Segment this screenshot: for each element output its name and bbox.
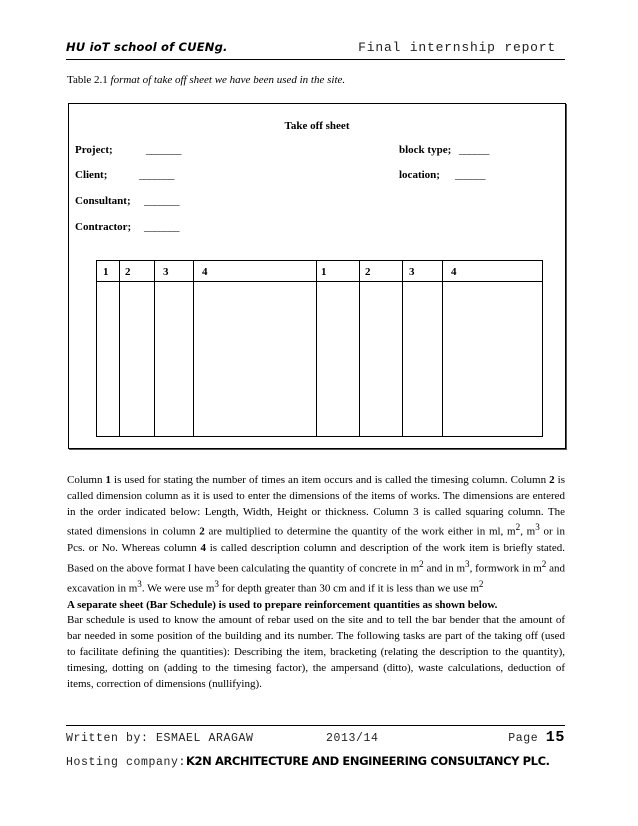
take-off-sheet-title: Take off sheet	[284, 120, 350, 132]
column-description-paragraph: Column 1 is used for stating the number of times an item occurs and is called the timesing column. Column 2 is called dimension column as it is used to enter the dimensions of the items of works. The dimensions are entered in the order indicated below: Length, Width, Height or thickness. Column 3 is called squaring column. The stated dimensions in column 2 are multiplied to determine the quantity of the work either in ml, $m^2$, $m^3$ or in Pcs. or No. Whereas column 4 is called description column and description of the work item is briefly stated. Based on the above format I have been calculating the quantity of concrete in $m^2$ and in $m^3$, formwork in $m^2$ and excavation in $m^3$. We were use $m^3$ for depth greater than 30 cm and if it is less than we use $m^2$	[67, 474, 566, 595]
grid-column-divider	[402, 261, 403, 436]
bar-schedule-heading: A separate sheet (Bar Schedule) is used to prepare reinforcement quantities as shown below.	[67, 598, 498, 611]
client-value: _______	[139, 169, 174, 181]
grid-column-number: 2	[125, 266, 131, 278]
header-report-title: Final internship report	[358, 40, 556, 55]
footer-line-1	[66, 729, 565, 746]
grid-column-number: 3	[409, 266, 415, 278]
header-rule	[66, 59, 565, 60]
grid-column-number: 4	[202, 266, 208, 278]
grid-column-number: 3	[163, 266, 169, 278]
block-type-label: block type;	[399, 144, 452, 156]
grid-column-divider	[316, 261, 317, 436]
client-label: Client;	[75, 169, 108, 181]
caption-label: Table 2.1	[67, 74, 108, 86]
consultant-value: _______	[144, 195, 179, 207]
page-number: 15	[545, 729, 565, 746]
location-label: location;	[399, 169, 440, 181]
footer-company-name: K2N ARCHITECTURE AND ENGINEERING CONSULTANCY PLC.	[186, 754, 550, 768]
grid-column-number: 2	[365, 266, 371, 278]
project-value: _______	[146, 144, 181, 156]
grid-column-number: 1	[321, 266, 327, 278]
grid-column-number: 1	[103, 266, 109, 278]
grid-column-divider	[119, 261, 120, 436]
grid-header-rule	[97, 281, 542, 282]
grid-column-divider	[442, 261, 443, 436]
location-value: ______	[455, 169, 485, 181]
grid-column-divider	[154, 261, 155, 436]
block-type-value: ______	[459, 144, 489, 156]
contractor-label: Contractor;	[75, 221, 132, 233]
take-off-grid	[96, 260, 543, 437]
header-school-name: HU ioT school of CUENg.	[66, 40, 228, 54]
bar-schedule-paragraph: Bar schedule is used to know the amount of rebar used on the site and to tell the bar bender that the amount of bar needed in some position of the building and its number. The following tasks are part of the taking off (used to facilitate defining the quantities): Describing the item, bracketing (relating the description to the quantity), timesing, dotting on (adding to the timesing factor), the ampersand (ditto), waste calculations, deduction of items, correction of dimensions (nullifying).	[67, 614, 565, 690]
footer-year: 2013/14	[326, 732, 379, 745]
footer-rule	[66, 725, 565, 726]
contractor-value: _______	[144, 221, 179, 233]
footer-page: Page 15	[508, 729, 565, 746]
footer-line-2	[66, 754, 550, 769]
footer-hosting-label: Hosting company:	[66, 756, 187, 769]
caption-text: format of take off sheet we have been used in the site.	[110, 74, 346, 86]
grid-column-divider	[193, 261, 194, 436]
consultant-label: Consultant;	[75, 195, 131, 207]
project-label: Project;	[75, 144, 113, 156]
table-caption	[67, 74, 345, 86]
take-off-sheet-frame	[68, 103, 566, 449]
grid-column-divider	[359, 261, 360, 436]
body-text	[67, 473, 565, 692]
footer-author: Written by: ESMAEL ARAGAW	[66, 732, 254, 745]
grid-column-number: 4	[451, 266, 457, 278]
